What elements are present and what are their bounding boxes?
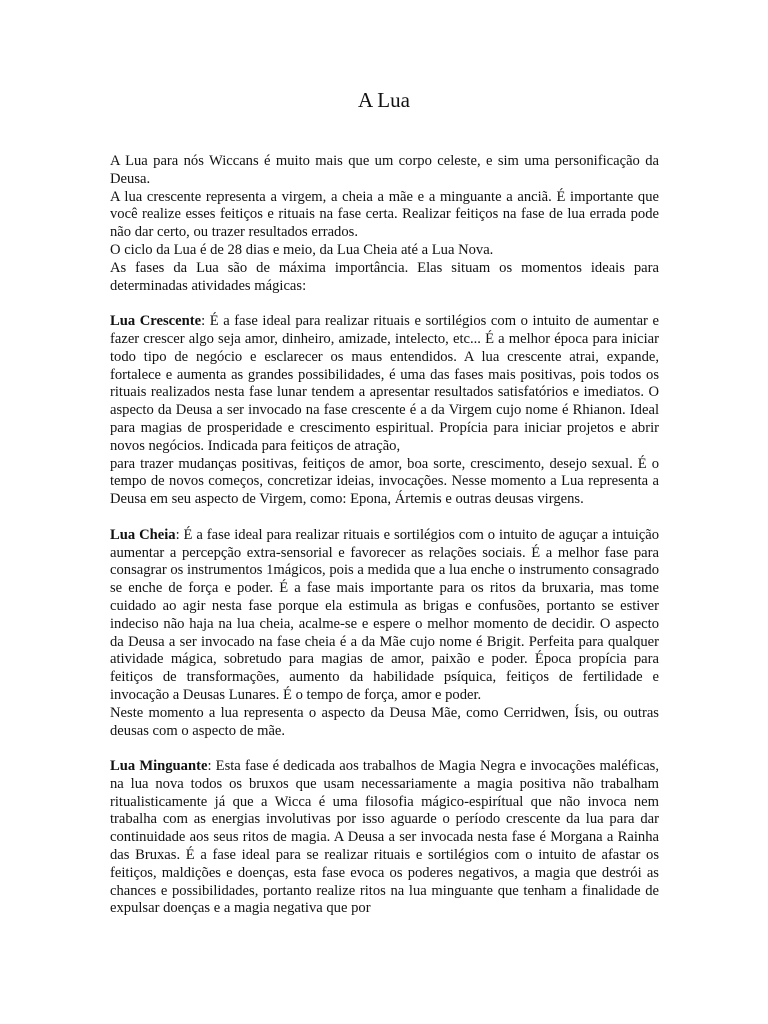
section-lua-minguante: [110, 758, 659, 918]
paragraph-gap: [110, 295, 659, 313]
section-text-crescente-a: : É a fase ideal para realizar rituais e sortilégios com o intuito de aumentar e fazer crescer algo seja amor, dinheiro, amizade, intelecto, etc... É a melhor época para iniciar todo tipo de negócio e esclarecer os maus entendidos. A lua crescente atrai, expande, fortalece e aumenta as grandes possibilidades, é uma das fases mais positivas, pois todos os rituais realizados nesta fase lunar tendem a apresentar resultados satisfatórios e imediatos. O aspecto da Deusa a ser invocado na fase crescente é a da Virgem cujo nome é Rhianon. Ideal para magias de prosperidade e crescimento espiritual. Propícia para iniciar projetos e abrir novos negócios. Indicada para feitiços de atração,: [110, 313, 659, 454]
section-label-minguante: Lua Minguante: [110, 758, 208, 775]
section-lua-cheia: [110, 527, 659, 705]
section-label-cheia: Lua Cheia: [110, 526, 176, 543]
intro-paragraph-3: O ciclo da Lua é de 28 dias e meio, da Lua Cheia até a Lua Nova.: [110, 241, 494, 258]
section-text-minguante-a: : Esta fase é dedicada aos trabalhos de Magia Negra e invocações maléficas, na lua nova todos os bruxos que usam necessariamente a magia positiva não trabalham ritualisticamente já que a Wicca é uma filosofia mágico-espirítual que não invoca nem trabalha com as energias involutivas por isso aguarde o período crescente da lua para dar continuidade aos seus ritos de magia. A Deusa a ser invocada nesta fase é Morgana a Rainha das Bruxas. É a fase ideal para se realizar rituais e sortilégios com o intuito de afastar os feitiços, maldições e doenças, esta fase evoca os poderes negativos, a magia que destrói as chances e possibilidades, portanto realize ritos na lua minguante que tenham a finalidade de expulsar doenças e a magia negativa que por: [110, 758, 660, 917]
paragraph-gap: [110, 509, 659, 527]
section-text-cheia-a: : É a fase ideal para realizar rituais e sortilégios com o intuito de aguçar a intuição aumentar a percepção extra-sensorial e favorecer as relações sociais. É a melhor fase para consagrar os instrumentos 1mágicos, pois a medida que a lua enche o instrumento consagrado se enche de força e poder. É a fase mais importante para os ritos da bruxaria, mas tome cuidado ao agir nesta fase porque ela estimula as brigas e confusões, portanto se estiver indeciso não haja na lua cheia, acalme-se e espere o melhor momento de decidir. O aspecto da Deusa a ser invocado na fase cheia é a da Mãe cujo nome é Brigit. Perfeita para qualquer atividade mágica, sobretudo para magias de amor, paixão e poder. Época propícia para feitiços de transformações, aumento da habilidade psíquica, feitiços de fertilidade e invocação a Deusas Lunares. É o tempo de força, amor e poder.: [110, 526, 659, 703]
paragraph-gap: [110, 740, 659, 758]
intro-paragraph-1: A Lua para nós Wiccans é muito mais que um corpo celeste, e sim uma personificação da Deusa.: [110, 153, 659, 187]
intro-paragraph-4: As fases da Lua são de máxima importância. Elas situam os momentos ideais para determinadas atividades mágicas:: [110, 259, 659, 294]
section-label-crescente: Lua Crescente: [110, 313, 202, 330]
page-title: A Lua: [358, 88, 410, 112]
section-lua-cheia-continued: Neste momento a lua representa o aspecto da Deusa Mãe, como Cerridwen, Ísis, ou outras deusas com o aspecto de mãe.: [110, 704, 659, 739]
document-body: [110, 153, 659, 918]
intro-paragraph-2: A lua crescente representa a virgem, a cheia a mãe e a minguante a anciã. É importante que você realize esses feitiços e rituais na fase certa. Realizar feitiços na fase de lua errada pode não dar certo, ou trazer resultados errados.: [110, 188, 659, 241]
section-lua-crescente: [110, 313, 659, 455]
section-lua-crescente-continued: para trazer mudanças positivas, feitiços de amor, boa sorte, crescimento, desejo sexual. É o tempo de novos começos, concretizar ideias, invocações. Nesse momento a Lua representa a Deusa em seu aspecto de Virgem, como: Epona, Ártemis e outras deusas virgens.: [110, 455, 659, 508]
